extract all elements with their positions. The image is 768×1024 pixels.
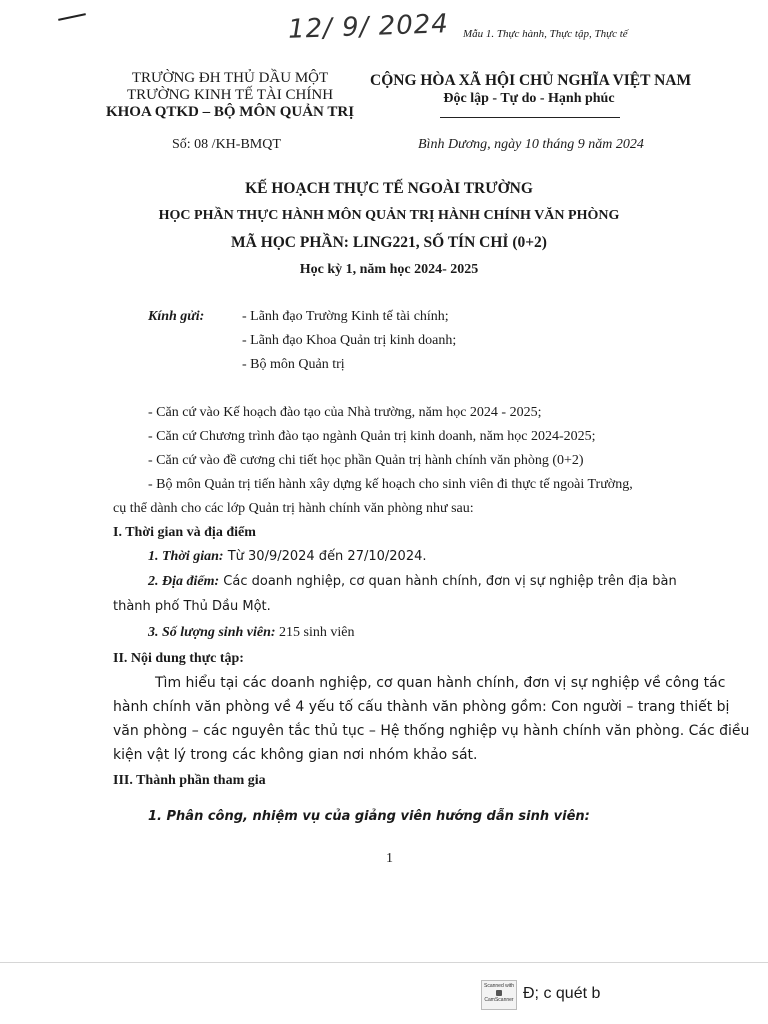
- department-name: KHOA QTKD – BỘ MÔN QUẢN TRỊ: [105, 104, 355, 120]
- basis-item: - Căn cứ vào đề cương chi tiết học phần Quản trị hành chính văn phòng (0+2): [148, 453, 584, 468]
- basis-item: - Bộ môn Quản trị tiến hành xây dựng kế hoạch cho sinh viên đi thực tế ngoài Trường,: [148, 477, 633, 492]
- camscanner-icon: [496, 990, 502, 996]
- document-number: Số: 08 /KH-BMQT: [172, 137, 281, 152]
- content-line: kiện vật lý trong các không gian nơi nhóm khảo sát.: [113, 747, 478, 763]
- pen-stroke-mark: [58, 13, 86, 21]
- page-number: 1: [386, 851, 393, 866]
- handwritten-date: 12/ 9/ 2024: [287, 9, 450, 45]
- nation-motto: Độc lập - Tự do - Hạnh phúc: [443, 91, 615, 106]
- camscanner-badge: [481, 980, 517, 1010]
- nation-title: CỘNG HÒA XÃ HỘI CHỦ NGHĨA VIỆT NAM: [370, 72, 692, 89]
- section-2-heading: II. Nội dung thực tập:: [113, 651, 244, 666]
- content-line: hành chính văn phòng về 4 yếu tố cấu thành văn phòng gồm: Con người – trang thiết bị: [113, 699, 730, 715]
- content-line: văn phòng – các nguyên tắc thủ tục – Hệ thống nghiệp vụ hành chính văn phòng. Các điều: [113, 723, 750, 739]
- count-label: 3. Số lượng sinh viên:: [148, 625, 276, 640]
- section-3-subheading: 1. Phân công, nhiệm vụ của giảng viên hướng dẫn sinh viên:: [148, 809, 590, 824]
- section-3-heading: III. Thành phần tham gia: [113, 773, 266, 788]
- header-left: [80, 70, 380, 121]
- scanner-text: Đ; c quét b: [523, 985, 601, 1002]
- time-value: Từ 30/9/2024 đến 27/10/2024.: [223, 549, 427, 564]
- place-date: Bình Dương, ngày 10 tháng 9 năm 2024: [418, 137, 644, 152]
- content-line: Tìm hiểu tại các doanh nghiệp, cơ quan hành chính, đơn vị sự nghiệp về công tác: [155, 675, 726, 691]
- form-note: Mẫu 1. Thực hành, Thực tập, Thực tế: [463, 28, 628, 40]
- school-name: TRƯỜNG KINH TẾ TÀI CHÍNH: [126, 87, 334, 103]
- title-line-4: Học kỳ 1, năm học 2024- 2025: [299, 262, 479, 277]
- place-value: Các doanh nghiệp, cơ quan hành chính, đơn vị sự nghiệp trên địa bàn: [219, 574, 677, 589]
- badge-line-1: Scanned with: [483, 983, 515, 989]
- badge-line-2: CamScanner: [484, 997, 514, 1004]
- recipient-item: - Bộ môn Quản trị: [242, 357, 345, 372]
- time-item: [148, 549, 427, 565]
- basis-item: - Căn cứ vào Kế hoạch đào tạo của Nhà trường, năm học 2024 - 2025;: [148, 405, 542, 420]
- recipient-item: - Lãnh đạo Khoa Quản trị kinh doanh;: [242, 333, 457, 348]
- basis-continued: cụ thể dành cho các lớp Quản trị hành chính văn phòng như sau:: [113, 501, 474, 516]
- document-title: [80, 175, 698, 283]
- place-label: 2. Địa điểm:: [148, 574, 220, 589]
- count-item: [148, 625, 355, 641]
- time-label: 1. Thời gian:: [148, 549, 224, 564]
- title-line-1: KẾ HOẠCH THỰC TẾ NGOÀI TRƯỜNG: [245, 180, 533, 197]
- university-name: TRƯỜNG ĐH THỦ DẦU MỘT: [131, 70, 329, 86]
- basis-item: - Căn cứ Chương trình đào tạo ngành Quản trị kinh doanh, năm học 2024-2025;: [148, 429, 596, 444]
- title-line-3: MÃ HỌC PHẦN: LING221, SỐ TÍN CHỈ (0+2): [231, 234, 547, 251]
- title-line-2: HỌC PHẦN THỰC HÀNH MÔN QUẢN TRỊ HÀNH CHÍNH VĂN PHÒNG: [158, 208, 620, 223]
- header-right: [370, 72, 692, 108]
- recipients-label: Kính gửi:: [148, 309, 205, 324]
- count-value: 215 sinh viên: [275, 625, 355, 640]
- recipient-item: - Lãnh đạo Trường Kinh tế tài chính;: [242, 309, 449, 324]
- place-item: [148, 574, 677, 590]
- page-edge: [0, 962, 768, 963]
- motto-underline: [440, 117, 620, 118]
- place-value-continued: thành phố Thủ Dầu Một.: [113, 599, 271, 614]
- section-1-heading: I. Thời gian và địa điểm: [113, 525, 256, 540]
